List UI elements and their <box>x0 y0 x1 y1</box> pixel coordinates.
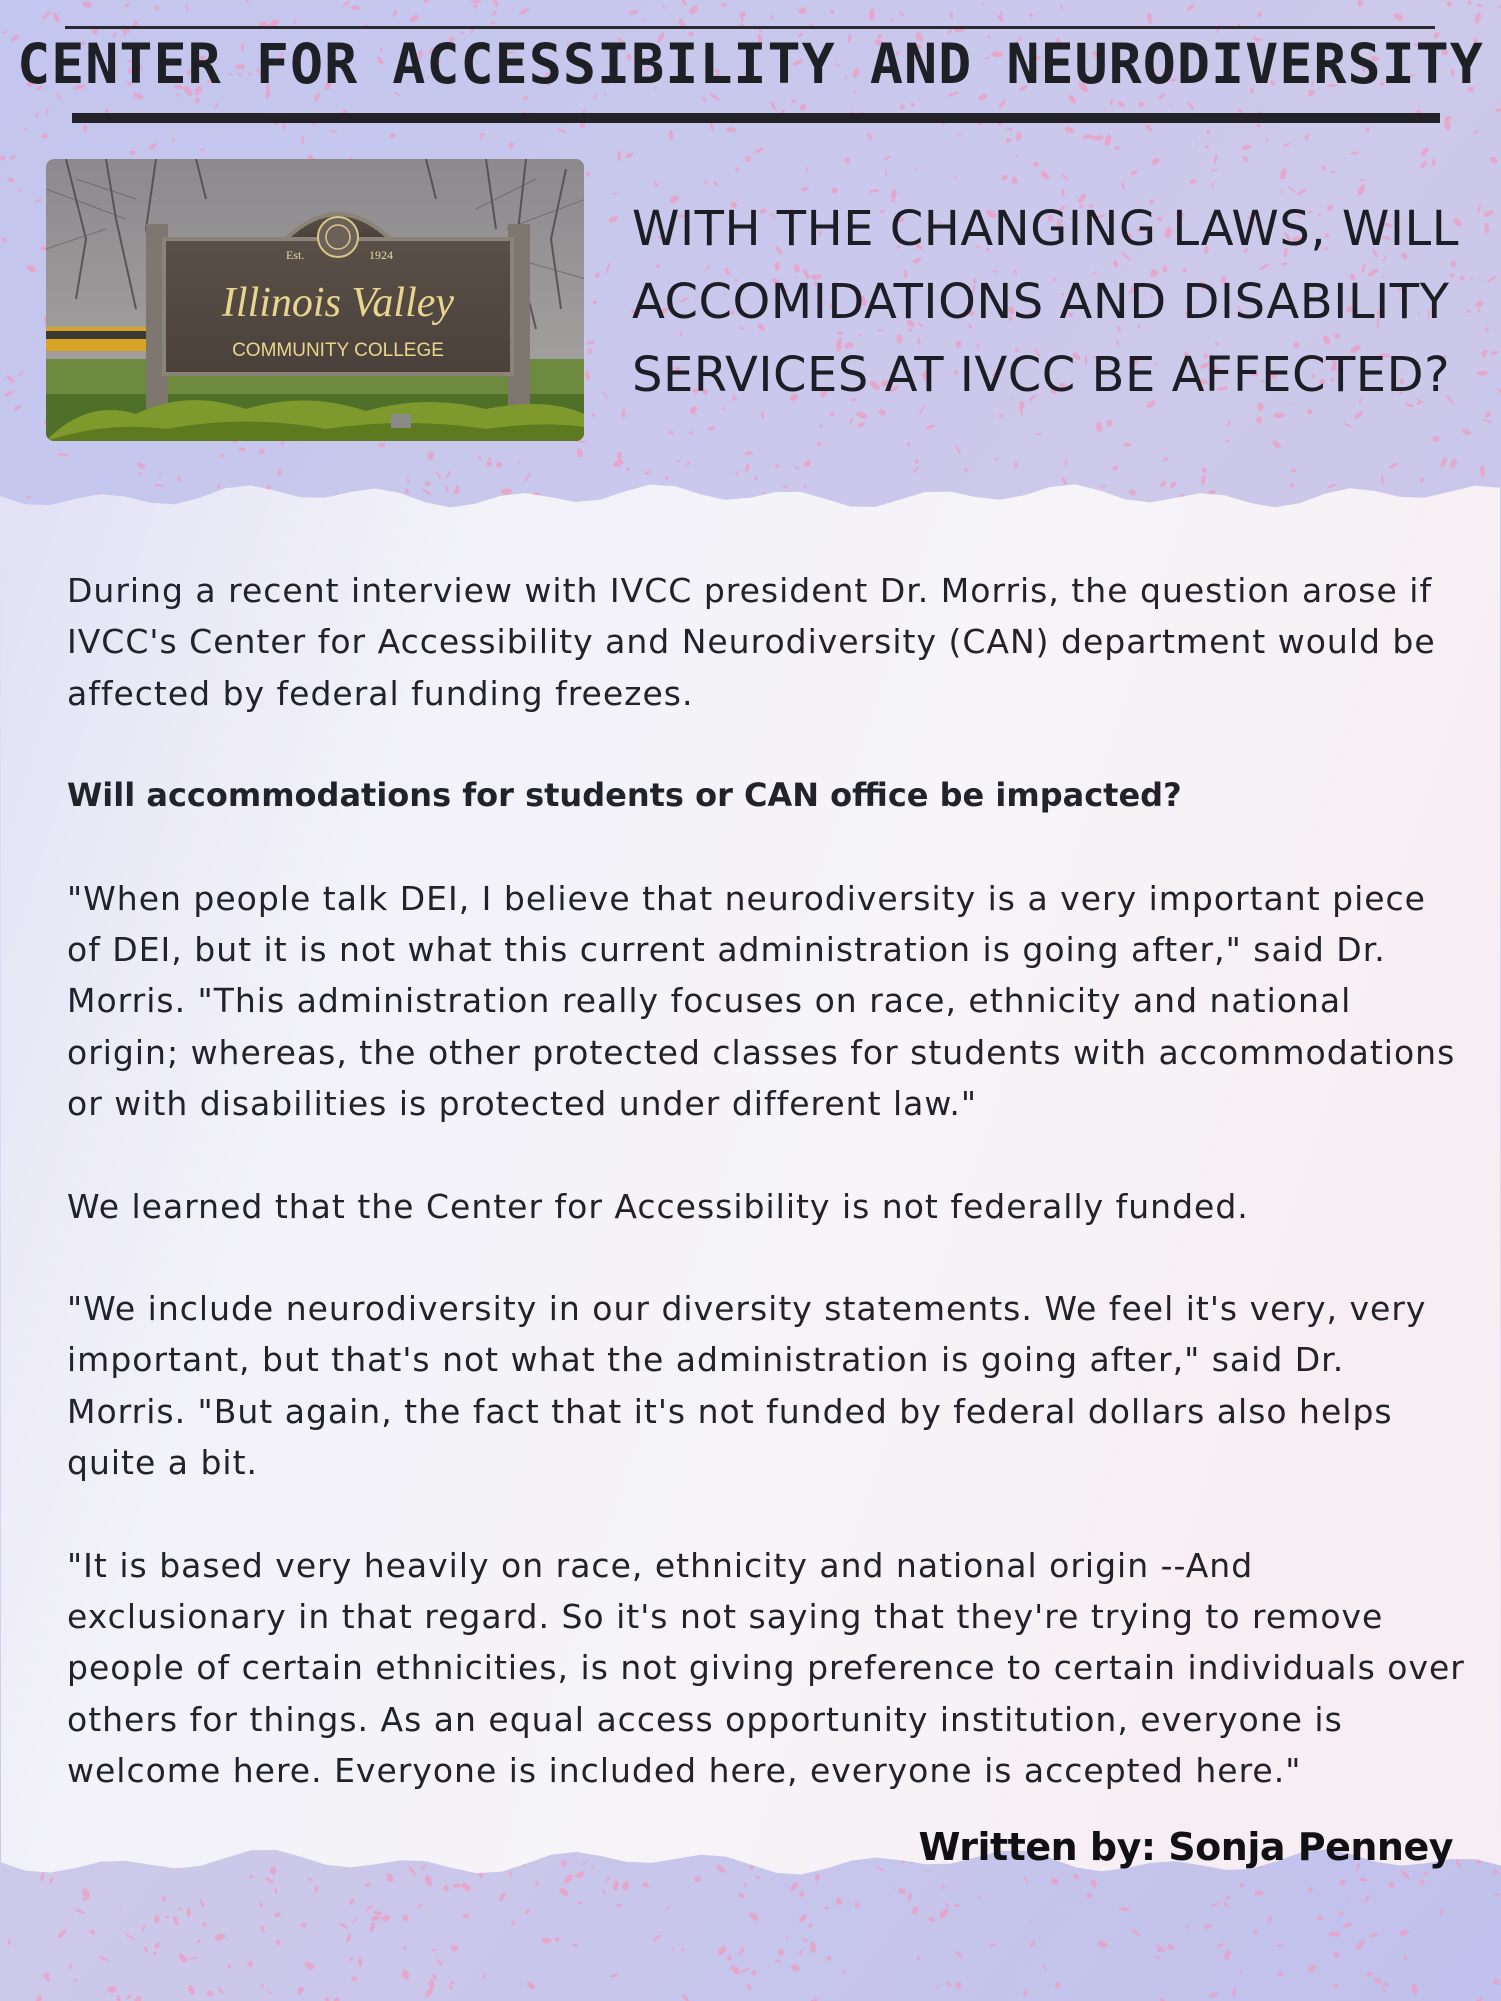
byline: Written by: Sonja Penney <box>918 1825 1453 1869</box>
article-body <box>67 565 1467 1847</box>
headline: WITH THE CHANGING LAWS, WILL ACCOMIDATIONS AND DISABILITY SERVICES AT IVCC BE AFFECTED? <box>632 201 1459 403</box>
speckle <box>496 462 502 468</box>
sign-year: 1924 <box>369 248 393 262</box>
article-paragraph-quote-1: "When people talk DEI, I believe that neurodiversity is a very important piece of DEI, but it is not what this current administration is going after," said Dr. Morris. "This administration really focuses on race, ethnicity and national origin; whereas, the other protected classes for students with accommodations or with disabilities is protected under different law." <box>67 878 1456 1123</box>
speckle <box>187 1907 191 1917</box>
header-rule-top <box>65 26 1435 29</box>
sign-est: Est. <box>286 248 305 262</box>
header-rule-bottom <box>72 113 1440 123</box>
campus-sign-illustration <box>46 159 584 441</box>
article-paragraph-quote-2: "We include neurodiversity in our diversity statements. We feel it's very, very important, but that's not what the administration is going after," said Dr. Morris. "But again, the fact that it's not funded by federal dollars also helps quite a bit. <box>67 1289 1427 1483</box>
sign-subtitle: COMMUNITY COLLEGE <box>232 340 444 361</box>
article-paragraph-funding: We learned that the Center for Accessibility is not federally funded. <box>67 1186 1249 1226</box>
article-question: Will accommodations for students or CAN office be impacted? <box>67 776 1182 815</box>
speckle <box>1329 1932 1340 1937</box>
campus-sign-photo <box>46 159 584 441</box>
page-title: CENTER FOR ACCESSIBILITY AND NEURODIVERSITY <box>17 32 1484 96</box>
sign-name: Illinois Valley <box>221 280 455 326</box>
article-paragraph-intro: During a recent interview with IVCC president Dr. Morris, the question arose if IVCC's Center for Accessibility and Neurodiversity (CAN) department would be affected by federal funding freezes. <box>67 571 1436 713</box>
article-paragraph-quote-3: "It is based very heavily on race, ethnicity and national origin --And exclusionary in that regard. So it's not saying that they're trying to remove people of certain ethnicities, is not giving preference to certain individuals over others for things. As an equal access opportunity institution, everyone is welcome here. Everyone is included here, everyone is accepted here." <box>67 1545 1465 1790</box>
